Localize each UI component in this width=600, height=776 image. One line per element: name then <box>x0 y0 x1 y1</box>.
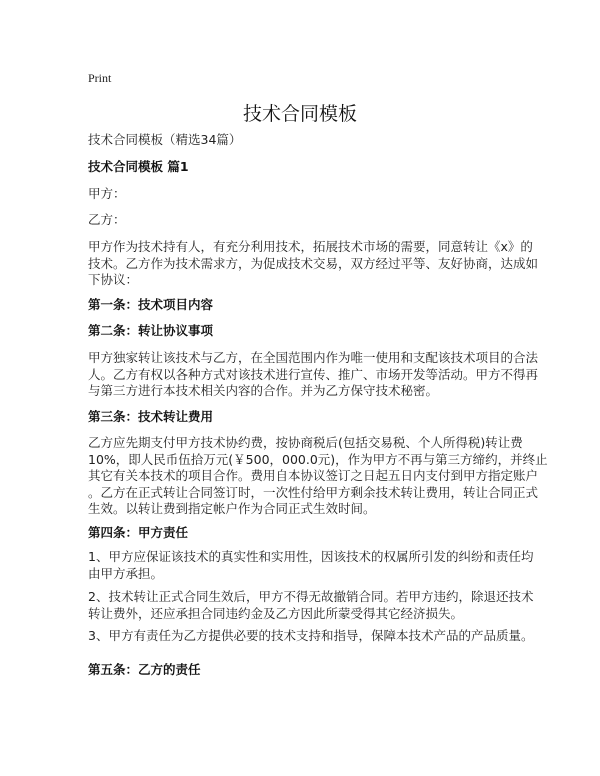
text-line: 与第三方进行本技术相关内容的合作。并为乙方保守技术秘密。 <box>88 383 439 398</box>
text-line: 10%，即人民币伍拾万元(￥500，000.0元)，作为甲方不再与第三方缔约，并终止 <box>88 451 548 467</box>
text-line: 2、技术转让正式合同生效后，甲方不得无故撤销合同。若甲方违约，除退还技术 <box>88 589 534 604</box>
subtitle: 技术合同模板（精选34篇） <box>88 132 242 147</box>
text-line: 甲方独家转让该技术与乙方，在全国范围内作为唯一使用和支配该技术项目的合法 <box>88 350 539 365</box>
text-line: 技术。乙方作为技术需求方，为促成技术交易，双方经过平等、友好协商，达成如 <box>88 255 539 271</box>
text-line: 由甲方承担。 <box>88 565 164 581</box>
text-line: 生效。以转让费到指定帐户作为合同正式生效时间。 <box>88 501 376 516</box>
text-line: 乙方应先期支付甲方技术协约费，按协商税后(包括交易税、个人所得税)转让费 <box>88 435 523 450</box>
print-link[interactable]: Print <box>88 71 112 85</box>
article-2-paragraph <box>88 350 538 400</box>
party-b-label: 乙方： <box>88 212 126 227</box>
article-4-item-1 <box>88 549 533 582</box>
text-line: 1、甲方应保证该技术的真实性和实用性，因该技术的权属所引发的纠纷和责任均 <box>88 549 534 564</box>
party-a-label: 甲方： <box>88 186 126 201</box>
page-title: 技术合同模板 <box>242 103 357 125</box>
article-4-item-2 <box>88 589 533 622</box>
text-line: 人。乙方有权以各种方式对该技术进行宣传、推广、市场开发等活动。甲方不得再 <box>88 366 539 382</box>
article-3-heading: 第三条：技术转让费用 <box>88 409 214 424</box>
article-2-heading: 第二条：转让协议事项 <box>88 323 214 338</box>
text-line: 转让费外，还应承担合同违约金及乙方因此所蒙受得其它经济损失。 <box>88 605 464 621</box>
intro-paragraph <box>88 239 538 289</box>
text-line: 下协议： <box>88 272 139 287</box>
article-5-heading: 第五条：乙方的责任 <box>88 662 201 677</box>
text-line: 。乙方在正式转让合同签订时，一次性付给甲方剩余技术转让费用，转让合同正式 <box>88 484 539 500</box>
section-heading: 技术合同模板 篇1 <box>88 159 189 174</box>
article-3-paragraph <box>88 435 548 518</box>
article-1-heading: 第一条：技术项目内容 <box>88 297 214 312</box>
text-line: 3、甲方有责任为乙方提供必要的技术支持和指导，保障本技术产品的产品质量。 <box>88 628 534 643</box>
article-4-item-3 <box>88 628 533 645</box>
text-line: 其它有关本技术的项目合作。费用自本协议签订之日起五日内支付到甲方指定账户 <box>88 468 539 483</box>
article-4-heading: 第四条：甲方责任 <box>88 525 189 540</box>
text-line: 甲方作为技术持有人，有充分利用技术，拓展技术市场的需要，同意转让《x》的 <box>88 239 533 254</box>
